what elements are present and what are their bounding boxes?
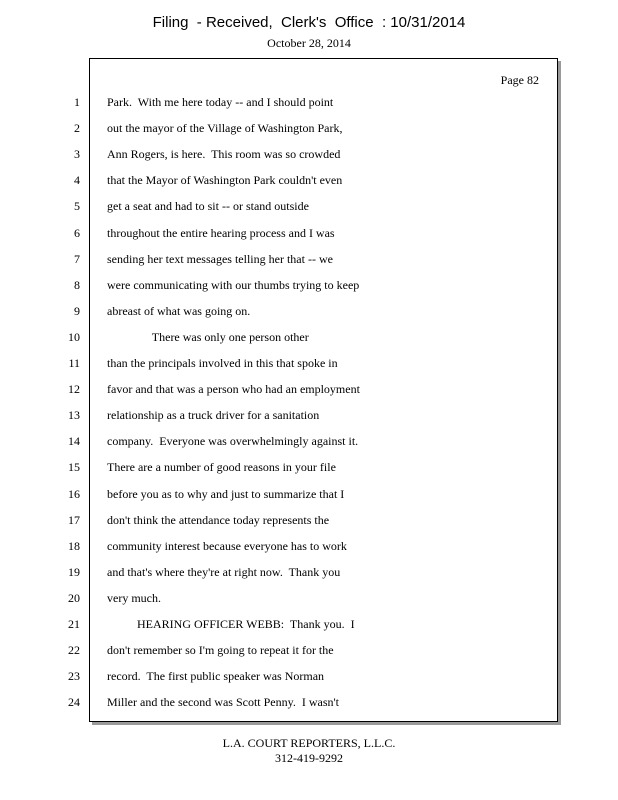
- line-number: 11: [68, 356, 80, 370]
- line-text: don't remember so I'm going to repeat it for the: [107, 643, 334, 657]
- line-number: 17: [68, 513, 80, 527]
- line-text: very much.: [107, 591, 161, 605]
- line-text: HEARING OFFICER WEBB: Thank you. I: [107, 617, 355, 631]
- line-text: get a seat and had to sit -- or stand outside: [107, 199, 309, 213]
- line-number: 19: [68, 565, 80, 579]
- line-text: throughout the entire hearing process and I was: [107, 226, 335, 240]
- line-text: community interest because everyone has to work: [107, 539, 347, 553]
- line-number: 6: [74, 226, 80, 240]
- line-number: 12: [68, 382, 80, 396]
- line-text: Park. With me here today -- and I should point: [107, 95, 334, 109]
- line-number: 2: [74, 121, 80, 135]
- line-number: 14: [68, 434, 80, 448]
- line-text: company. Everyone was overwhelmingly against it.: [107, 434, 359, 448]
- line-number: 21: [68, 617, 80, 631]
- line-number: 13: [68, 408, 80, 422]
- line-number: 3: [74, 147, 80, 161]
- line-number: 20: [68, 591, 80, 605]
- line-number: 1: [74, 95, 80, 109]
- line-number: 8: [74, 278, 80, 292]
- line-number: 24: [68, 695, 80, 709]
- reporter-phone: 312-419-9292: [275, 751, 343, 765]
- line-text: don't think the attendance today represents the: [107, 513, 330, 527]
- line-text: and that's where they're at right now. Thank you: [107, 565, 341, 579]
- line-number: 7: [74, 252, 80, 266]
- line-number: 4: [74, 173, 80, 187]
- line-text: Ann Rogers, is here. This room was so crowded: [107, 147, 341, 161]
- line-text: There was only one person other: [107, 330, 309, 344]
- line-text: Miller and the second was Scott Penny. I wasn't: [107, 695, 340, 709]
- line-number: 15: [68, 460, 80, 474]
- line-text: before you as to why and just to summarize that I: [107, 487, 345, 501]
- line-text: There are a number of good reasons in your file: [107, 460, 336, 474]
- line-number: 22: [68, 643, 80, 657]
- line-number: 18: [68, 539, 80, 553]
- line-text: that the Mayor of Washington Park couldn't even: [107, 173, 343, 187]
- line-number: 9: [74, 304, 80, 318]
- reporter-company: L.A. COURT REPORTERS, L.L.C.: [222, 736, 396, 750]
- line-text: sending her text messages telling her that -- we: [107, 252, 333, 266]
- line-text: relationship as a truck driver for a sanitation: [107, 408, 320, 422]
- line-text: favor and that was a person who had an employment: [107, 382, 360, 396]
- line-text: abreast of what was going on.: [107, 304, 251, 318]
- hearing-date: October 28, 2014: [267, 36, 351, 50]
- line-number: 10: [68, 330, 80, 344]
- line-number: 16: [68, 487, 80, 501]
- line-text: than the principals involved in this that spoke in: [107, 356, 338, 370]
- line-number: 5: [74, 199, 80, 213]
- line-text: were communicating with our thumbs trying to keep: [107, 278, 360, 292]
- line-text: record. The first public speaker was Norman: [107, 669, 325, 683]
- page-number: Page 82: [500, 73, 539, 87]
- filing-stamp: Filing - Received, Clerk's Office : 10/31/2014: [152, 14, 466, 31]
- line-text: out the mayor of the Village of Washington Park,: [107, 121, 343, 135]
- line-number: 23: [68, 669, 80, 683]
